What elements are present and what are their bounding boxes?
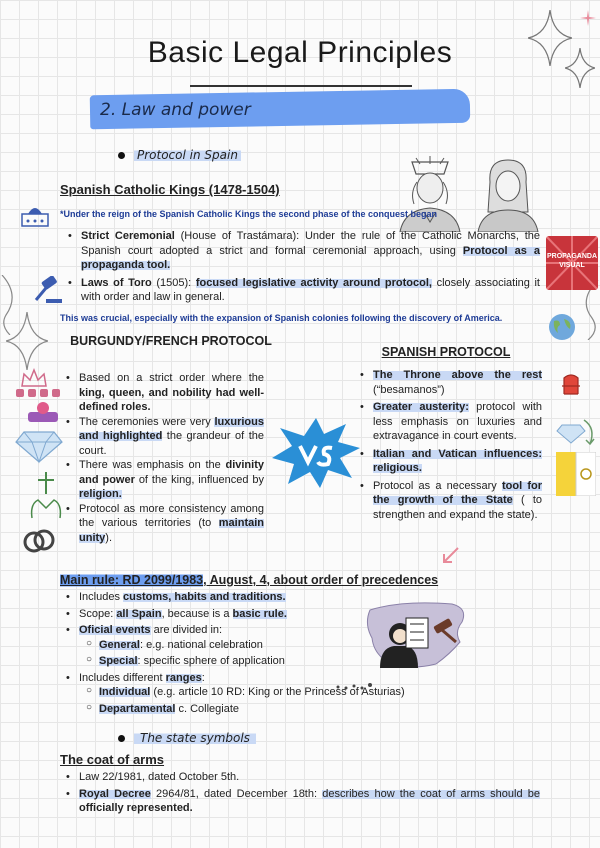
main-rule-heading: Main rule: RD 2099/1983, August, 4, about order of precedences — [60, 573, 439, 587]
list-item: • Law 22/1981, dated October 5th. — [66, 770, 540, 785]
arrow-down-left-icon — [440, 546, 460, 571]
swirl-decoration-icon — [0, 275, 20, 340]
bullet-dot — [118, 735, 125, 742]
propaganda-stamp-image — [546, 236, 598, 290]
page-title: Basic Legal Principles — [147, 36, 453, 69]
catholic-kings-heading: Spanish Catholic Kings (1478-1504) — [60, 182, 280, 197]
list-item: • Based on a strict order where the king, queen, and nobility had well-defined roles. — [66, 371, 264, 415]
vatican-flag-icon — [556, 452, 596, 501]
catholic-kings-list — [68, 229, 540, 305]
burgundy-heading: BURGUNDY/FRENCH PROTOCOL — [70, 334, 272, 348]
gavel-icon — [32, 276, 64, 309]
curved-arrow-icon — [580, 418, 598, 453]
main-rule-list — [66, 590, 416, 716]
sub-list-item: ○ General: e.g. national celebration — [86, 638, 416, 653]
list-item: • Italian and Vatican influences: religious. — [360, 447, 542, 476]
list-item: • Protocol as more consistency among the various territories (to maintain unity). — [66, 502, 264, 546]
stamp-label: PROPAGANDA VISUAL — [546, 253, 598, 269]
list-item: • Royal Decree 2964/81, dated December 18th: describes how the coat of arms should be officially represented. — [66, 787, 540, 816]
coat-of-arms-heading: The coat of arms — [60, 752, 165, 767]
king-portrait-image — [390, 152, 470, 237]
bullet-dot — [118, 152, 125, 159]
throne-room-icon — [26, 400, 60, 429]
list-item: • The ceremonies were very luxurious and highlighted the grandeur of the court. — [66, 415, 264, 459]
castle-icon — [20, 200, 50, 233]
list-item: • The Throne above the rest (“besamanos”) — [360, 368, 542, 397]
list-item: • Strict Ceremonial (House of Trastámara): Under the rule of the Catholic Monarchs, the Spanish court adopted a strict and formal ceremonial approach, using Protocol as a propaganda tool. — [68, 229, 540, 273]
sub-list-item: ○ Departamental c. Collegiate — [86, 702, 416, 717]
reign-note: *Under the reign of the Spanish Catholic Kings the second phase of the conquest began — [60, 209, 438, 219]
colonies-note: This was crucial, especially with the expansion of Spanish colonies following the discovery of America. — [60, 313, 503, 323]
list-item: • Scope: all Spain, because is a basic rule. — [66, 607, 416, 622]
subsection-heading-symbols: The state symbols — [134, 731, 256, 745]
queen-portrait-image — [470, 152, 546, 237]
title-underline — [190, 85, 412, 87]
throne-icon — [560, 372, 582, 401]
subsection-heading-protocol: Protocol in Spain — [134, 148, 241, 162]
versus-burst-icon — [270, 416, 362, 495]
list-item: • Laws of Toro (1505): focused legislative activity around protocol, closely associating it with order and law in general. — [68, 276, 540, 305]
list-item: • There was emphasis on the divinity and power of the king, influenced by religion. — [66, 458, 264, 502]
section-heading: 2. Law and power — [100, 100, 251, 120]
diamond-icon — [14, 430, 64, 469]
list-item: • Includes customs, habits and traditions. — [66, 590, 416, 605]
spanish-protocol-heading: SPANISH PROTOCOL — [381, 345, 511, 359]
list-item: • Includes different ranges: — [66, 671, 416, 686]
list-item: • Greater austerity: protocol with less emphasis on luxuries and extravagance in court events. — [360, 400, 542, 444]
list-item: • Protocol as a necessary tool for the growth of the State ( to strengthen and expand the state). — [360, 479, 542, 523]
sub-list-item: ○ Individual (e.g. article 10 RD: King or the Princess of Asturias) — [86, 685, 416, 700]
coat-of-arms-list — [66, 770, 540, 816]
rings-icon — [22, 528, 56, 559]
sparkle-star-icon — [580, 10, 596, 31]
list-item: • Oficial events are divided in: — [66, 623, 416, 638]
praying-hands-cross-icon — [28, 470, 64, 525]
globe-icon — [548, 313, 576, 346]
sub-list-item: ○ Special: specific sphere of application — [86, 654, 416, 669]
spanish-protocol-list — [360, 368, 542, 522]
burgundy-list — [66, 371, 264, 545]
